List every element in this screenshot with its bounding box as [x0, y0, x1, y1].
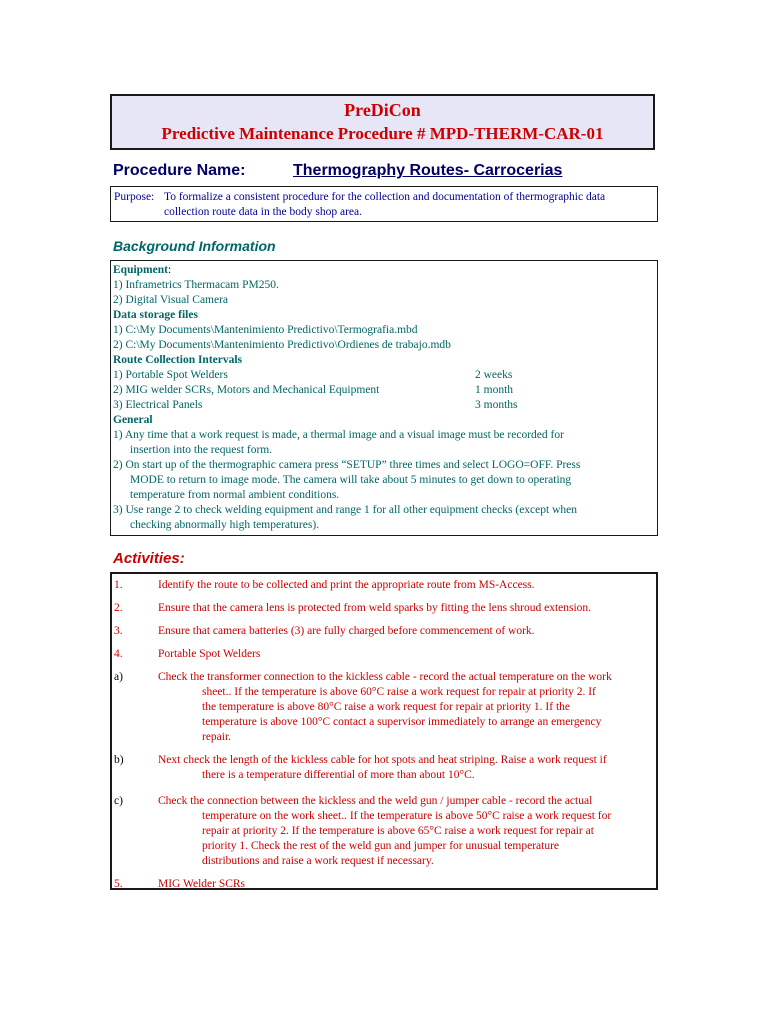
activities-box	[110, 572, 658, 890]
activity-text: Ensure that camera batteries (3) are fully charged before commencement of work.	[158, 625, 535, 637]
general-item-line: 2) On start up of the thermographic camera press “SETUP” three times and select LOGO=OFF. Press	[113, 459, 581, 471]
equipment-label: Equipment	[113, 264, 168, 276]
purpose-line-1: To formalize a consistent procedure for the collection and documentation of thermographic data	[164, 191, 606, 203]
storage-item: 2) C:\My Documents\Mantenimiento Predictivo\Ordienes de trabajo.mdb	[113, 339, 451, 351]
purpose-label: Purpose:	[114, 191, 155, 203]
general-item-line: checking abnormally high temperatures).	[130, 519, 320, 531]
activity-text: Identify the route to be collected and print the appropriate route from MS-Access.	[158, 579, 535, 591]
storage-heading: Data storage files	[113, 309, 198, 321]
activity-text	[158, 794, 656, 869]
activity-number: 2.	[114, 602, 123, 614]
interval-item: 1) Portable Spot Welders	[113, 369, 228, 381]
background-heading: Background Information	[113, 238, 276, 254]
activity-text: MIG Welder SCRs	[158, 878, 246, 890]
equipment-heading	[113, 263, 171, 278]
activity-line: Check the transformer connection to the kickless cable - record the actual temperature on the work	[158, 671, 612, 683]
purpose-line-2: collection route data in the body shop area.	[164, 206, 362, 218]
general-item-line: MODE to return to image mode. The camera will take about 5 minutes to get down to operating	[130, 474, 572, 486]
activity-text: Ensure that the camera lens is protected from weld sparks by fitting the lens shroud extension.	[158, 602, 592, 614]
activity-number: c)	[114, 795, 123, 807]
storage-item: 1) C:\My Documents\Mantenimiento Predictivo\Termografia.mbd	[113, 324, 418, 336]
activity-text	[158, 670, 656, 745]
activity-line: the temperature is above 80°C raise a work request for repair at priority 1. If the	[202, 701, 570, 713]
activity-line: repair.	[202, 731, 232, 743]
activity-number: 5.	[114, 878, 123, 890]
intervals-heading: Route Collection Intervals	[113, 354, 243, 366]
header-box	[110, 94, 655, 150]
interval-value: 3 months	[475, 399, 518, 411]
procedure-name-label: Procedure Name:	[113, 162, 246, 179]
general-item-line: 1) Any time that a work request is made, a thermal image and a visual image must be recorded for	[113, 429, 564, 441]
activity-text	[158, 753, 656, 783]
activity-number: b)	[114, 754, 124, 766]
activity-number: 3.	[114, 625, 123, 637]
activities-heading: Activities:	[113, 550, 185, 567]
equipment-item: 1) Inframetrics Thermacam PM250.	[113, 279, 279, 291]
purpose-text	[164, 190, 644, 220]
interval-value: 1 month	[475, 384, 514, 396]
background-info-box	[110, 260, 658, 536]
activity-number: 4.	[114, 648, 123, 660]
activity-number: 1.	[114, 579, 123, 591]
general-item-line: insertion into the request form.	[130, 444, 273, 456]
activity-text: Portable Spot Welders	[158, 648, 261, 660]
general-heading: General	[113, 414, 153, 426]
activity-number: a)	[114, 671, 123, 683]
general-item-line: 3) Use range 2 to check welding equipment and range 1 for all other equipment checks (except when	[113, 504, 577, 516]
interval-item: 3) Electrical Panels	[113, 399, 203, 411]
activity-line: distributions and raise a work request if necessary.	[202, 855, 434, 867]
procedure-number-title: Predictive Maintenance Procedure # MPD-THERM-CAR-01	[161, 124, 604, 143]
activity-line: priority 1. Check the rest of the weld gun and jumper for unusual temperature	[202, 840, 560, 852]
activity-line: temperature on the work sheet.. If the temperature is above 50°C raise a work request for	[202, 810, 612, 822]
brand-title: PreDiCon	[344, 100, 421, 120]
activity-line: there is a temperature differential of more than about 10°C.	[202, 769, 475, 781]
purpose-box	[110, 186, 658, 222]
procedure-name-value: Thermography Routes- Carrocerias	[293, 162, 563, 179]
activity-line: Next check the length of the kickless cable for hot spots and heat striping. Raise a work request if	[158, 754, 607, 766]
equipment-colon: :	[167, 264, 172, 276]
activity-line: repair at priority 2. If the temperature is above 65°C raise a work request for repair at	[202, 825, 594, 837]
activity-line: sheet.. If the temperature is above 60°C raise a work request for repair at priority 2. If	[202, 686, 596, 698]
interval-item: 2) MIG welder SCRs, Motors and Mechanical Equipment	[113, 384, 380, 396]
interval-value: 2 weeks	[475, 369, 513, 381]
equipment-item: 2) Digital Visual Camera	[113, 294, 229, 306]
general-item-line: temperature from normal ambient conditions.	[130, 489, 340, 501]
activity-line: Check the connection between the kickless and the weld gun / jumper cable - record the actual	[158, 795, 593, 807]
activity-line: temperature is above 100°C contact a supervisor immediately to arrange an emergency	[202, 716, 602, 728]
